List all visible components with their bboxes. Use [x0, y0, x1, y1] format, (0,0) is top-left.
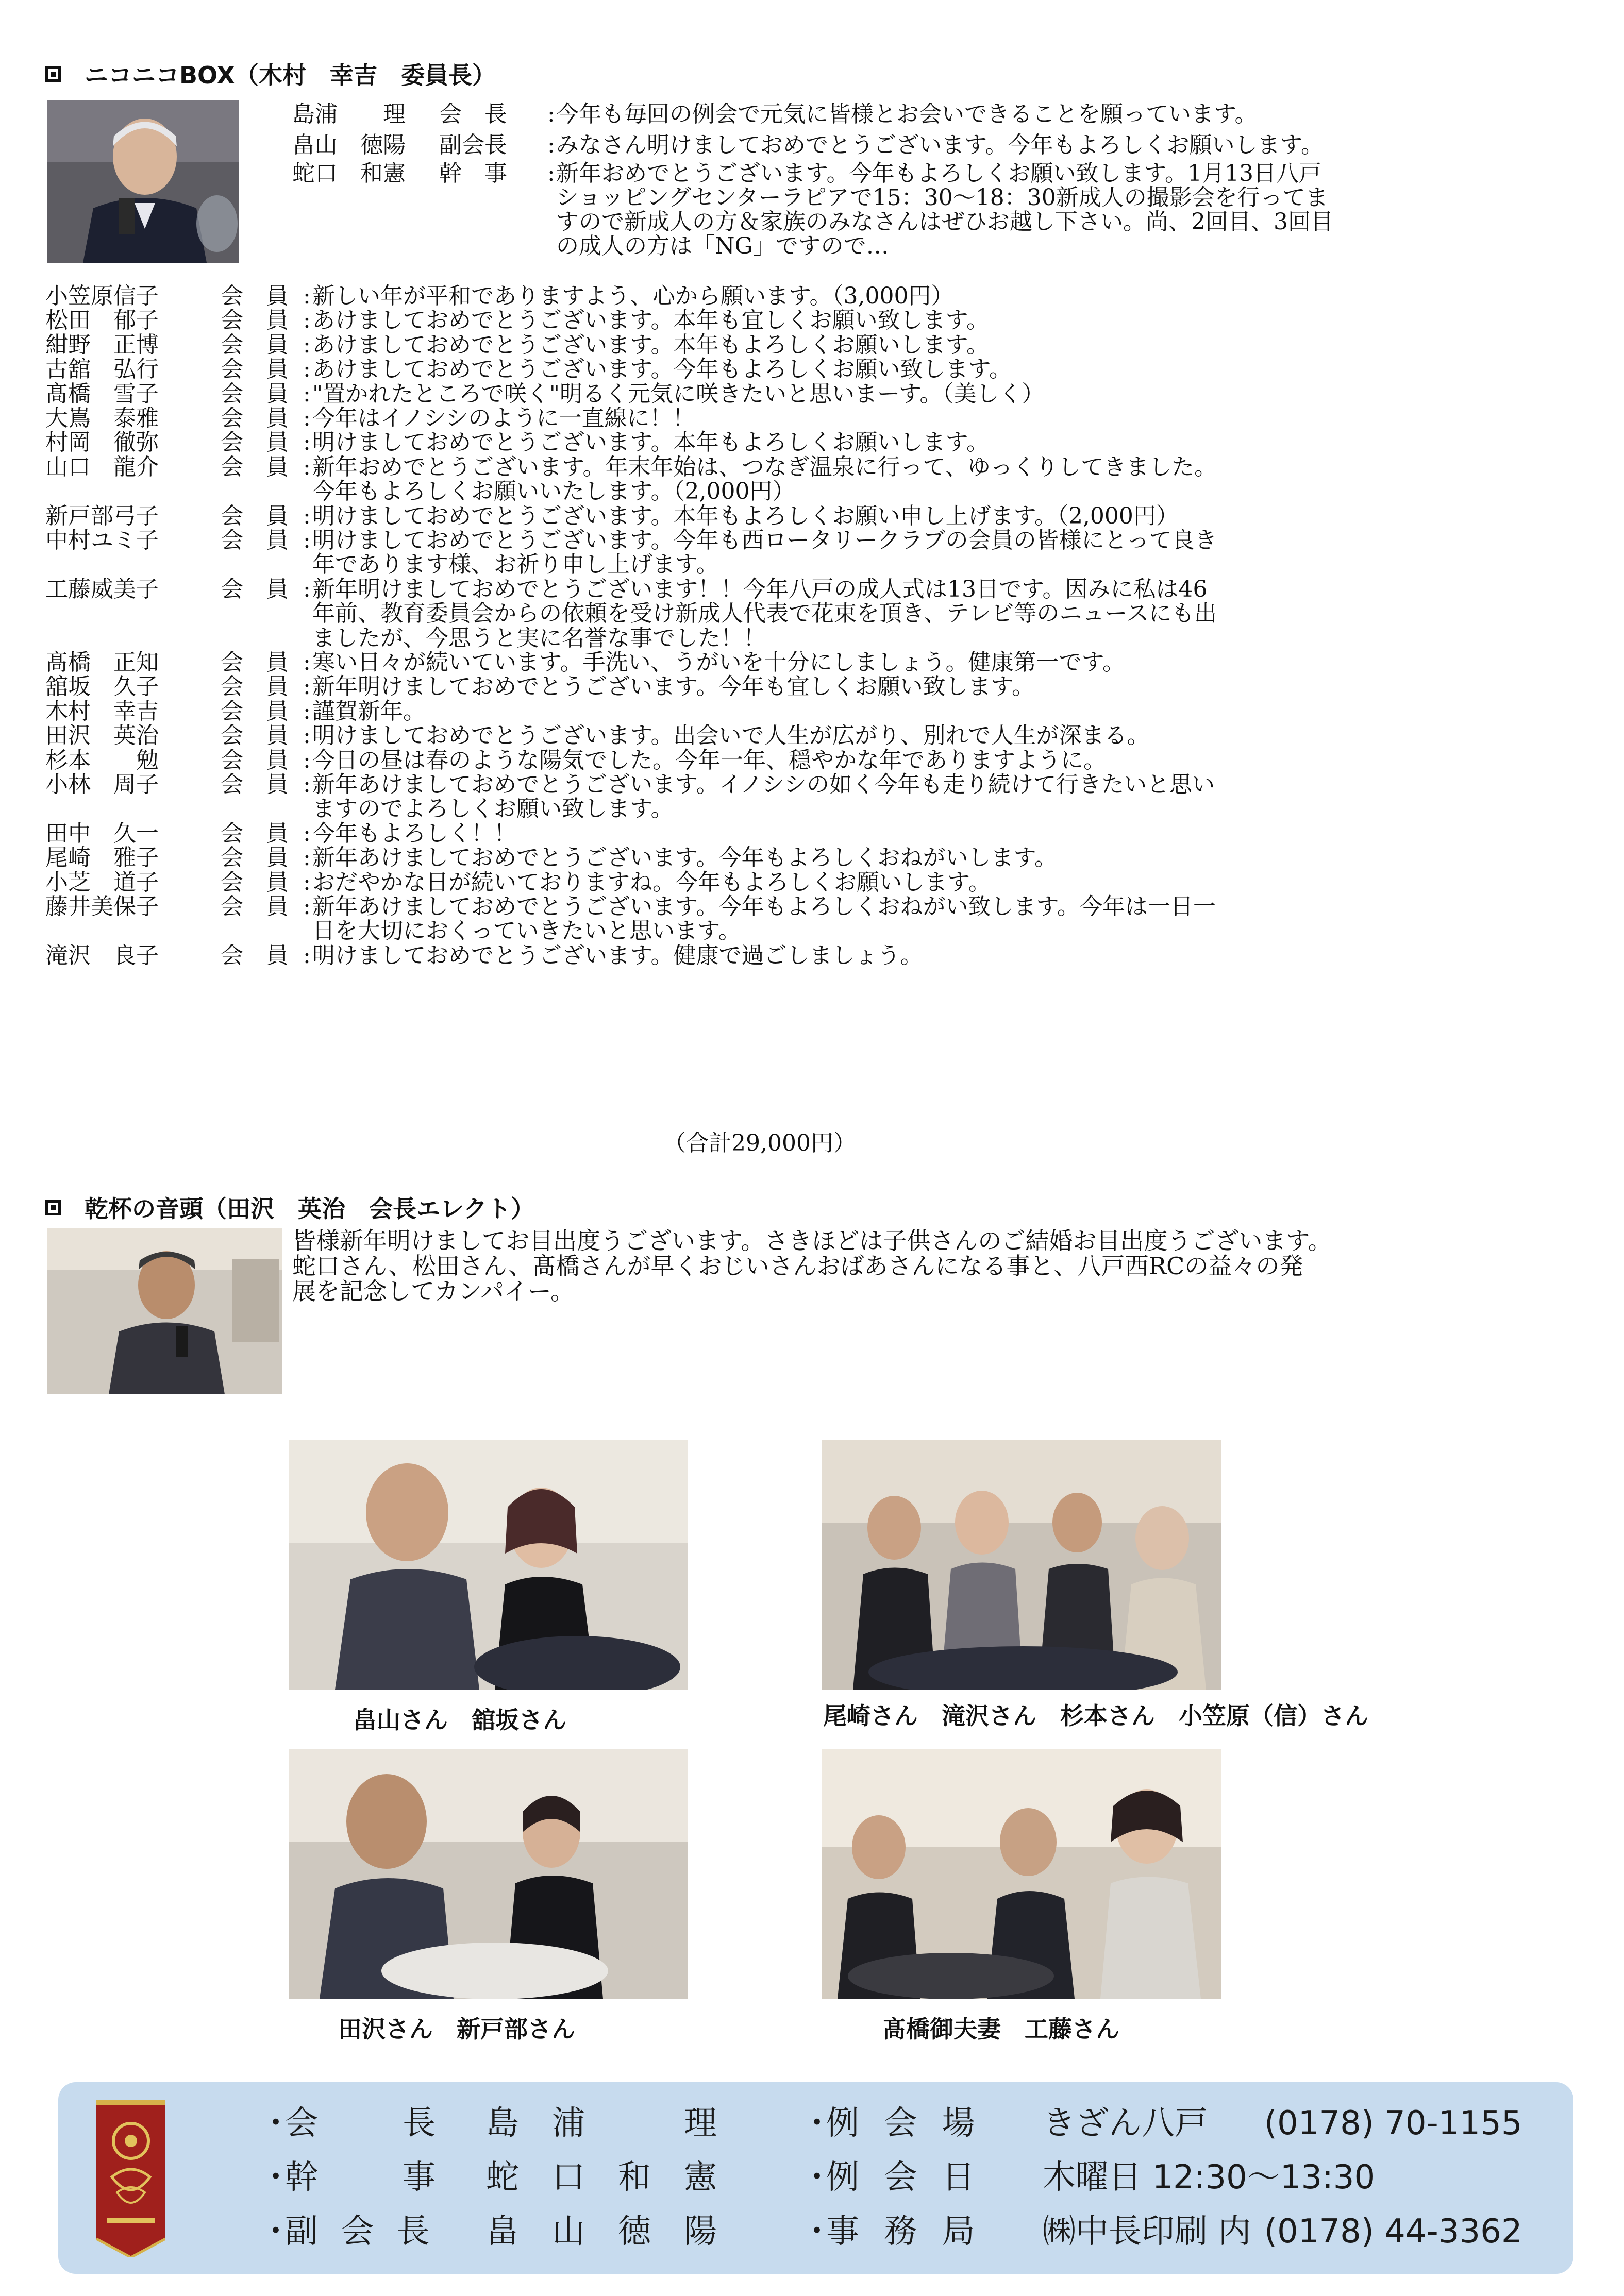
member-message: 新年あけましておめでとうございます。今年もよろしくおねがい致します。今年は一日一 [312, 893, 1216, 920]
officer-message: の成人の方は「NG」ですので… [556, 233, 889, 259]
colon: : [303, 356, 311, 382]
colon: : [303, 454, 311, 480]
member-message: おだやかな日が続いておりますね。今年もよろしくお願いします。 [312, 869, 991, 896]
footer-value: 島 浦 理 [486, 2104, 717, 2142]
colon: : [303, 527, 311, 553]
photo-caption: 畠山さん 舘坂さん [353, 1706, 566, 1734]
member-message: 明けましておめでとうございます。健康で過ごしましょう。 [312, 942, 923, 969]
member-name: 田中 久一 [45, 820, 159, 847]
member-name: 村岡 徹弥 [45, 429, 159, 455]
speaker-image [47, 1228, 282, 1394]
member-message: 明けましておめでとうございます。本年もよろしくお願い申し上げます。（2,000円） [312, 503, 1179, 529]
member-message: 今年はイノシシのように一直線に！！ [312, 405, 695, 431]
footer-value: ㈱中長印刷 内 [1043, 2213, 1251, 2251]
member-message: ますのでよろしくお願い致します。 [312, 796, 674, 822]
officer-role: 幹 事 [439, 160, 507, 187]
photo-hatakeyama-tatesaka [289, 1440, 688, 1690]
member-role: 会 員 [221, 283, 289, 309]
member-message: あけましておめでとうございます。本年も宜しくお願い致します。 [312, 307, 989, 333]
member-message: 今年もよろしく！！ [312, 820, 516, 847]
member-message: 今年もよろしくお願いいたします。（2,000円） [312, 478, 795, 505]
member-message: ましたが、今思うと実に名誉な事でした！！ [312, 624, 766, 651]
member-role: 会 員 [221, 893, 289, 920]
member-message: 明けましておめでとうございます。出会いで人生が広がり、別れで人生が深まる。 [312, 722, 1150, 749]
footer-row-secretary: ・幹 事 蛇 口 和 憲 [259, 2158, 717, 2197]
colon: : [303, 722, 311, 749]
footer-row-venue: ・例 会 場 きざん八戸 (0178) 70-1155 [800, 2104, 1522, 2142]
officer-name: 島浦 理 [292, 101, 406, 127]
colon: : [303, 820, 311, 847]
total-amount: （合計29,000円） [663, 1130, 856, 1156]
colon: : [547, 101, 555, 127]
member-message: 新年明けましておめでとうございます！！今年八戸の成人式は13日です。因みに私は46 [312, 576, 1208, 602]
speaker-image [47, 100, 239, 263]
member-message: あけましておめでとうございます。本年もよろしくお願いします。 [312, 332, 989, 358]
footer-label: 副 会 長 [285, 2213, 436, 2251]
club-banner-logo [96, 2100, 165, 2257]
footer-row-office: ・事 務 局 ㈱中長印刷 内 (0178) 44-3362 [800, 2213, 1522, 2251]
member-name: 尾崎 雅子 [45, 845, 159, 871]
member-message: 新年おめでとうございます。年末年始は、つなぎ温泉に行って、ゆっくりしてきました。 [312, 454, 1217, 480]
member-name: 松田 郁子 [45, 307, 159, 333]
member-role: 会 員 [221, 356, 289, 382]
officer-message: 今年も毎回の例会で元気に皆様とお会いできることを願っています。 [556, 101, 1258, 127]
footer-phone: (0178) 44-3362 [1264, 2213, 1522, 2251]
colon: : [303, 649, 311, 676]
footer-phone: (0178) 70-1155 [1264, 2104, 1522, 2142]
member-name: 髙橋 雪子 [45, 381, 159, 407]
colon: : [303, 942, 311, 969]
officer-message: ショッピングセンターラピアで15：30～18：30新成人の撮影会を行ってま [556, 184, 1328, 211]
photo-ozaki-group [822, 1440, 1221, 1690]
member-role: 会 員 [221, 747, 289, 773]
member-name: 舘坂 久子 [45, 673, 159, 700]
footer-value: きざん八戸 [1043, 2104, 1208, 2142]
member-role: 会 員 [221, 381, 289, 407]
member-message: 今日の昼は春のような陽気でした。今年一年、穏やかな年でありますように。 [312, 747, 1106, 773]
footer-row-vice-president: ・副 会 長 畠 山 徳 陽 [259, 2213, 717, 2251]
member-role: 会 員 [221, 673, 289, 700]
colon: : [303, 429, 311, 455]
colon: : [303, 747, 311, 773]
member-role: 会 員 [221, 869, 289, 896]
member-role: 会 員 [221, 429, 289, 455]
member-name: 小芝 道子 [45, 869, 159, 896]
colon: : [303, 576, 311, 602]
group-photo [822, 1440, 1221, 1690]
member-name: 小林 周子 [45, 771, 159, 798]
officer-name: 畠山 徳陽 [292, 132, 406, 158]
member-name: 中村ユミ子 [45, 527, 159, 553]
colon: : [303, 673, 311, 700]
colon: : [547, 160, 555, 187]
officer-name: 蛇口 和憲 [292, 160, 406, 187]
member-role: 会 員 [221, 649, 289, 676]
footer-label: 例 会 日 [826, 2158, 982, 2197]
member-name: 田沢 英治 [45, 722, 159, 749]
member-message: 明けましておめでとうございます。本年もよろしくお願いします。 [312, 429, 989, 455]
niconico-heading: ニコニコBOX（木村 幸吉 委員長） [45, 61, 496, 90]
member-role: 会 員 [221, 942, 289, 969]
footer-label: 会 長 [285, 2104, 442, 2142]
member-role: 会 員 [221, 503, 289, 529]
footer-value: 木曜日 12:30～13:30 [1043, 2158, 1376, 2197]
footer-label: 例 会 場 [826, 2104, 982, 2142]
member-name: 杉本 勉 [45, 747, 159, 773]
square-bullet-icon [45, 66, 61, 82]
photo-caption: 髙橋御夫妻 工藤さん [882, 2015, 1119, 2043]
footer-value: 畠 山 徳 陽 [486, 2213, 717, 2251]
footer-row-president: ・会 長 島 浦 理 [259, 2104, 717, 2142]
member-role: 会 員 [221, 405, 289, 431]
member-name: 髙橋 正知 [45, 649, 159, 676]
member-role: 会 員 [221, 722, 289, 749]
member-name: 小笠原信子 [45, 283, 159, 309]
member-name: 古舘 弘行 [45, 356, 159, 382]
footer-row-meeting-day: ・例 会 日 木曜日 12:30～13:30 [800, 2158, 1376, 2197]
officer-role: 会 長 [439, 101, 507, 127]
officer-message: 新年おめでとうございます。今年もよろしくお願い致します。1月13日八戸 [556, 160, 1321, 187]
colon: : [303, 332, 311, 358]
colon: : [303, 283, 311, 309]
colon: : [303, 869, 311, 896]
group-photo [822, 1749, 1221, 1999]
member-name: 工藤威美子 [45, 576, 159, 602]
photo-caption: 田沢さん 新戸部さん [338, 2015, 575, 2043]
square-bullet-icon [45, 1200, 61, 1215]
member-role: 会 員 [221, 527, 289, 553]
colon: : [303, 503, 311, 529]
colon: : [303, 381, 311, 407]
club-banner-icon [96, 2100, 165, 2257]
officer-message: すので新成人の方＆家族のみなさんはぜひお越し下さい。尚、2回目、3回目 [556, 209, 1333, 235]
member-name: 山口 龍介 [45, 454, 159, 480]
photo-tazawa-shinnobe [289, 1749, 688, 1999]
group-photo [289, 1440, 688, 1690]
colon: : [303, 893, 311, 920]
footer-value: 蛇 口 和 憲 [486, 2158, 717, 2197]
officer-message: みなさん明けましておめでとうございます。今年もよろしくお願いします。 [556, 132, 1324, 158]
photo-toast-speaker [47, 1228, 282, 1394]
member-name: 木村 幸吉 [45, 698, 159, 724]
colon: : [303, 307, 311, 333]
member-message: 明けましておめでとうございます。今年も西ロータリークラブの会員の皆様にとって良き [312, 527, 1217, 553]
member-role: 会 員 [221, 698, 289, 724]
member-role: 会 員 [221, 576, 289, 602]
club-info-footer [58, 2082, 1573, 2274]
member-role: 会 員 [221, 454, 289, 480]
member-role: 会 員 [221, 771, 289, 798]
member-message: 年であります様、お祈り申し上げます。 [312, 551, 719, 578]
toast-line: 展を記念してカンパイー。 [292, 1277, 574, 1305]
group-photo [289, 1749, 688, 1999]
toast-heading: 乾杯の音頭（田沢 英治 会長エレクト） [45, 1194, 534, 1223]
photo-caption: 尾崎さん 滝沢さん 杉本さん 小笠原（信）さん [823, 1702, 1368, 1730]
photo-chairman [47, 100, 239, 263]
member-message: あけましておめでとうございます。今年もよろしくお願い致します。 [312, 356, 1012, 382]
member-message: 新しい年が平和でありますよう、心から願います。（3,000円） [312, 283, 954, 309]
member-message: 謹賀新年。 [312, 698, 426, 724]
member-name: 藤井美保子 [45, 893, 159, 920]
photo-takahashi-kudo [822, 1749, 1221, 1999]
member-name: 大嶌 泰雅 [45, 405, 159, 431]
toast-line: 皆様新年明けましてお目出度うございます。さきほどは子供さんのご結婚お目出度うございます。 [292, 1227, 1332, 1255]
member-name: 滝沢 良子 [45, 942, 159, 969]
member-role: 会 員 [221, 307, 289, 333]
colon: : [303, 405, 311, 431]
officer-role: 副会長 [439, 132, 507, 158]
member-name: 新戸部弓子 [45, 503, 159, 529]
member-message: 日を大切におくっていきたいと思います。 [312, 918, 741, 944]
member-role: 会 員 [221, 820, 289, 847]
footer-label: 幹 事 [285, 2158, 442, 2197]
footer-label: 事 務 局 [826, 2213, 982, 2251]
member-message: 年前、教育委員会からの依頼を受け新成人代表で花束を頂き、テレビ等のニュースにも出 [312, 600, 1217, 627]
colon: : [547, 132, 555, 158]
member-name: 紺野 正博 [45, 332, 159, 358]
colon: : [303, 698, 311, 724]
toast-line: 蛇口さん、松田さん、髙橋さんが早くおじいさんおばあさんになる事と、八戸西RCの益々の発 [292, 1252, 1303, 1280]
member-role: 会 員 [221, 845, 289, 871]
colon: : [303, 845, 311, 871]
colon: : [303, 771, 311, 798]
member-role: 会 員 [221, 332, 289, 358]
member-message: 新年あけましておめでとうございます。イノシシの如く今年も走り続けて行きたいと思い [312, 771, 1215, 798]
toast-message [292, 1228, 1332, 1304]
member-message: 新年明けましておめでとうございます。今年も宜しくお願い致します。 [312, 673, 1034, 700]
member-message: 新年あけましておめでとうございます。今年もよろしくおねがいします。 [312, 845, 1057, 871]
member-message: 寒い日々が続いています。手洗い、うがいを十分にしましょう。健康第一です。 [312, 649, 1125, 676]
member-message: "置かれたところで咲く"明るく元気に咲きたいと思いまーす。（美しく） [312, 381, 1045, 407]
